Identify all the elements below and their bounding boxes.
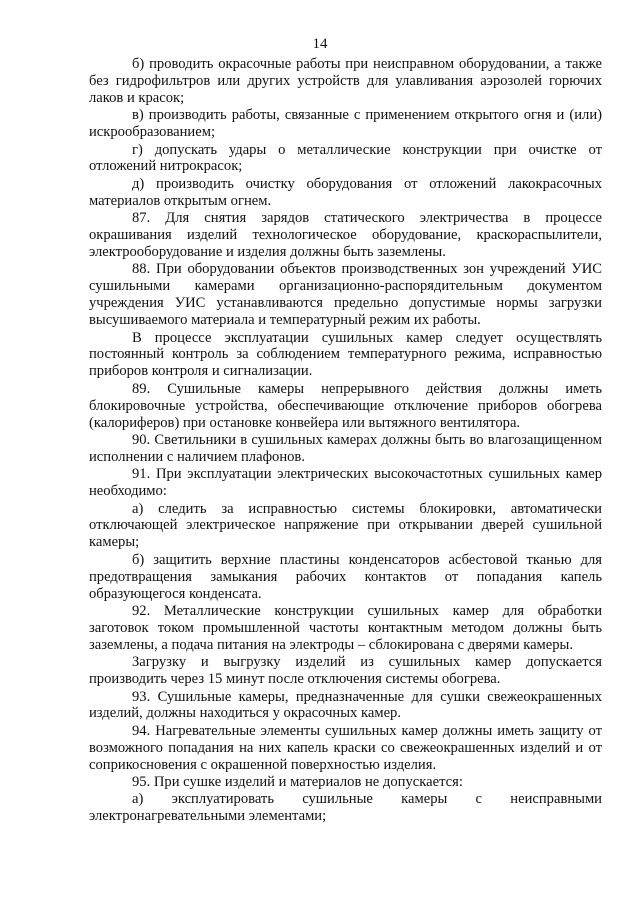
item-v-open-fire-work: в) производить работы, связанные с применением открытого огня и (или) искрообразованием; [89, 107, 602, 141]
clause-90-luminaires: 90. Светильники в сушильных камерах должны быть во влагозащищенном исполнении с наличием плафонов. [89, 431, 602, 465]
page-number: 14 [312, 36, 328, 52]
clause-92-loading: Загрузку и выгрузку изделий из сушильных камер допускается производить через 15 минут после отключения системы обогрева. [89, 654, 602, 688]
clause-91-hf-chambers: 91. При эксплуатации электрических высокочастотных сушильных камер необходимо: [89, 466, 602, 500]
clause-95-prohibitions: 95. При сушке изделий и материалов не допускается: [132, 774, 463, 791]
clause-88-drying-chambers: 88. При оборудовании объектов производственных зон учреждений УИС сушильными камерами организационно-распорядительным документом учреждения УИС устанавливаются предельно допустимые нормы загрузки высушиваемого материала и температурный режим их работы. [89, 261, 602, 329]
clause-89-interlocks: 89. Сушильные камеры непрерывного действия должны иметь блокировочные устройства, обеспечивающие отключение приборов обогрева (калориферов) при остановке конвейера или вытяжного вентилятора. [89, 380, 602, 431]
clause-92-metal-structures: 92. Металлические конструкции сушильных камер для обработки заготовок током промышленной частоты контактным методом должны быть заземлены, а подача питания на электроды – сблокирована с дверями камеры. [89, 603, 602, 653]
clause-93-location: 93. Сушильные камеры, предназначенные для сушки свежеокрашенных изделий, должны находиться у окрасочных камер. [89, 688, 602, 722]
item-d-open-fire-cleaning: д) производить очистку оборудования от отложений лакокрасочных материалов открытым огнем. [89, 175, 602, 209]
item-b-painting-faulty-equipment: б) проводить окрасочные работы при неисправном оборудовании, а также без гидрофильтров или других устройств для улавливания аэрозолей горючих лаков и красок; [89, 56, 602, 106]
item-g-metal-impacts: г) допускать удары о металлические конструкции при очистке от отложений нитрокрасок; [89, 141, 602, 175]
item-a-interlock-system: а) следить за исправностью системы блокировки, автоматически отключающей электрическое напряжение при открывании дверей сушильной камеры; [89, 500, 602, 551]
clause-94-heating-elements: 94. Нагревательные элементы сушильных камер должны иметь защиту от возможного попадания на них капель краски со свежеокрашенных изделий и от соприкосновения с окрашенной поверхностью изделия. [89, 722, 602, 773]
clause-88-monitoring: В процессе эксплуатации сушильных камер следует осуществлять постоянный контроль за соблюдением температурного режима, исправностью приборов контроля и сигнализации. [89, 329, 602, 380]
item-a-faulty-heaters: а) эксплуатировать сушильные камеры с неисправными электронагревательными элементами; [89, 791, 602, 825]
clause-87-grounding: 87. Для снятия зарядов статического электричества в процессе окрашивания изделий технологическое оборудование, краскораспылители, электрооборудование и изделия должны быть заземлены. [89, 210, 602, 260]
document-body [89, 56, 602, 826]
item-b-capacitor-plates: б) защитить верхние пластины конденсаторов асбестовой тканью для предотвращения замыкания рабочих контактов от попадания капель образующегося конденсата. [89, 551, 602, 602]
